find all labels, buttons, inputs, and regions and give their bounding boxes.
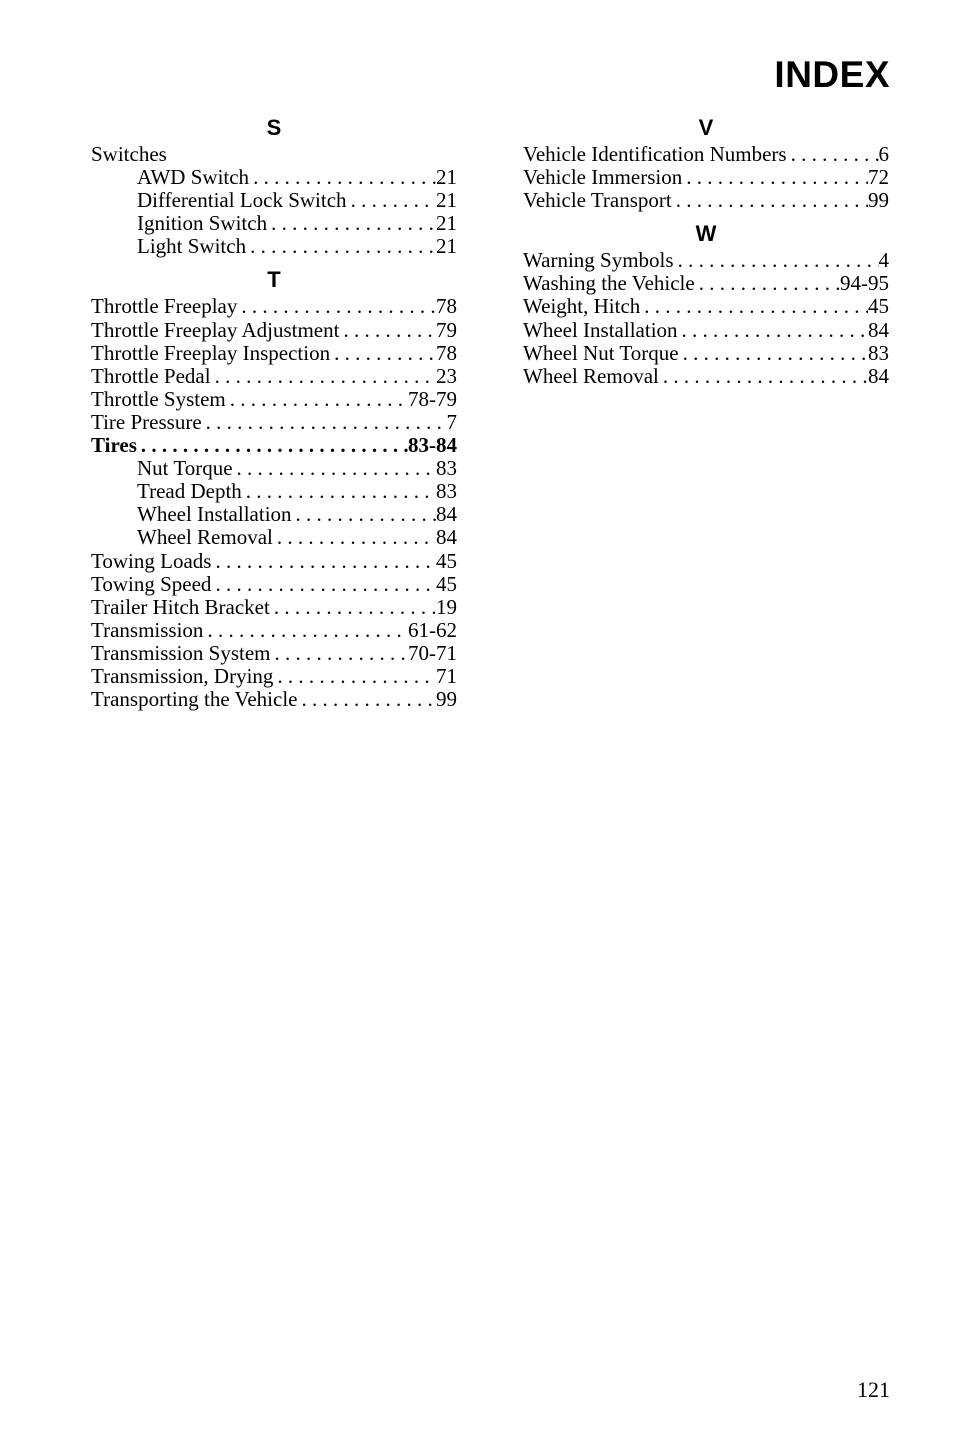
entry-page-ref: 21 (436, 212, 457, 236)
index-entry (523, 272, 889, 295)
dot-leader (672, 189, 868, 212)
entry-label: Wheel Nut Torque (523, 341, 679, 365)
index-section (91, 266, 457, 711)
index-entry (523, 249, 889, 272)
index-entry (91, 319, 457, 342)
entry-page-ref: 83 (436, 480, 457, 504)
entry-label: Transporting the Vehicle (91, 688, 298, 712)
dot-leader (330, 342, 436, 365)
dot-leader (237, 295, 436, 318)
dot-leader (242, 480, 436, 503)
entry-label: Vehicle Transport (523, 189, 672, 213)
index-entry (91, 189, 457, 212)
dot-leader (695, 272, 840, 295)
entry-page-ref: 78 (436, 341, 457, 365)
dot-leader (137, 434, 408, 457)
entry-label: Warning Symbols (523, 249, 674, 273)
index-entry (91, 550, 457, 573)
section-letter: T (267, 267, 281, 293)
entry-label: Tread Depth (137, 480, 242, 504)
index-entry (91, 642, 457, 665)
entry-label: Vehicle Immersion (523, 166, 683, 190)
section-letter: S (266, 115, 282, 140)
entry-page-ref: 21 (436, 166, 457, 190)
index-column-left (91, 114, 457, 711)
entry-label: AWD Switch (137, 166, 250, 190)
dot-leader (271, 642, 408, 665)
entry-label: Tire Pressure (91, 410, 202, 434)
entry-label: Ignition Switch (137, 212, 268, 236)
dot-leader (211, 573, 436, 596)
index-section (523, 114, 889, 212)
index-entry (91, 457, 457, 480)
index-entry (91, 166, 457, 189)
index-entry (91, 388, 457, 411)
index-entry (91, 526, 457, 549)
entry-page-ref: 78 (436, 295, 457, 319)
entry-page-ref: 83-84 (408, 434, 457, 458)
section-letter: V (698, 115, 714, 140)
dot-leader (682, 166, 868, 189)
entry-label: Transmission, Drying (91, 664, 274, 688)
index-entry (523, 189, 889, 212)
entry-page-ref: 84 (436, 503, 457, 527)
entry-label: Differential Lock Switch (137, 189, 347, 213)
dot-leader (246, 235, 436, 258)
index-entry-list (523, 249, 889, 388)
dot-leader (787, 143, 879, 166)
dot-leader (678, 319, 868, 342)
entry-page-ref: 6 (878, 143, 889, 166)
index-entry-list (523, 143, 889, 212)
entry-label: Throttle System (91, 387, 226, 411)
dot-leader (267, 212, 436, 235)
index-entry (91, 411, 457, 434)
dot-leader (297, 688, 436, 711)
entry-page-ref: 83 (868, 341, 889, 365)
entry-label: Switches (91, 143, 167, 166)
dot-leader (273, 665, 436, 688)
index-entry (91, 235, 457, 258)
dot-leader (339, 319, 436, 342)
index-entry (91, 365, 457, 388)
entry-page-ref: 79 (436, 318, 457, 342)
dot-leader (211, 550, 436, 573)
entry-page-ref: 84 (868, 318, 889, 342)
index-section (523, 220, 889, 388)
entry-label: Transmission System (91, 641, 271, 665)
entry-label: Wheel Installation (523, 318, 678, 342)
index-entry (91, 619, 457, 642)
index-entry (91, 480, 457, 503)
dot-leader (273, 526, 436, 549)
index-entry (523, 143, 889, 166)
entry-page-ref: 99 (436, 688, 457, 712)
entry-label: Towing Loads (91, 549, 212, 573)
entry-label: Wheel Removal (137, 526, 273, 550)
page-number: 121 (857, 1377, 890, 1402)
index-entry (523, 166, 889, 189)
index-entry (91, 143, 457, 166)
entry-label: Towing Speed (91, 572, 212, 596)
entry-page-ref: 84 (436, 526, 457, 550)
entry-page-ref: 78-79 (408, 387, 457, 411)
entry-label: Wheel Removal (523, 364, 659, 388)
index-entry (523, 295, 889, 318)
index-entry (91, 665, 457, 688)
dot-leader (202, 411, 447, 434)
dot-leader (270, 596, 436, 619)
entry-page-ref: 71 (436, 664, 457, 688)
entry-page-ref: 45 (436, 549, 457, 573)
entry-label: Tires (91, 434, 137, 458)
entry-page-ref: 4 (878, 249, 889, 273)
entry-page-ref: 70-71 (408, 641, 457, 665)
entry-page-ref: 61-62 (408, 618, 457, 642)
entry-page-ref: 21 (436, 189, 457, 213)
dot-leader (659, 365, 868, 388)
index-entry (523, 365, 889, 388)
dot-leader (674, 249, 879, 272)
index-entry (91, 688, 457, 711)
index-entry (91, 295, 457, 318)
section-letter: W (695, 221, 717, 247)
dot-leader (211, 365, 436, 388)
index-entry-list (91, 143, 457, 258)
dot-leader (679, 342, 868, 365)
entry-page-ref: 45 (436, 572, 457, 596)
entry-page-ref: 72 (868, 166, 889, 190)
entry-label: Throttle Freeplay (91, 295, 238, 319)
dot-leader (292, 503, 436, 526)
entry-page-ref: 19 (436, 595, 457, 619)
entry-label: Throttle Pedal (91, 364, 211, 388)
index-section (91, 114, 457, 258)
entry-page-ref: 45 (868, 295, 889, 319)
entry-page-ref: 83 (436, 457, 457, 481)
index-entry-list (91, 295, 457, 711)
index-entry (91, 596, 457, 619)
entry-label: Throttle Freeplay Inspection (91, 341, 331, 365)
index-entry (523, 342, 889, 365)
dot-leader (347, 189, 436, 212)
index-entry (91, 434, 457, 457)
entry-page-ref: 21 (436, 235, 457, 259)
entry-label: Vehicle Identification Numbers (523, 143, 787, 166)
dot-leader (640, 295, 868, 318)
dot-leader (249, 166, 436, 189)
index-entry (91, 212, 457, 235)
entry-label: Transmission (91, 618, 204, 642)
dot-leader (203, 619, 408, 642)
entry-label: Light Switch (137, 235, 247, 259)
entry-page-ref: 84 (868, 364, 889, 388)
entry-page-ref: 99 (868, 189, 889, 213)
entry-page-ref: 7 (446, 410, 457, 434)
entry-page-ref: 94-95 (840, 272, 889, 296)
page-title: INDEX (774, 54, 890, 95)
entry-label: Washing the Vehicle (523, 272, 695, 296)
entry-label: Wheel Installation (137, 503, 292, 527)
entry-label: Weight, Hitch (523, 295, 641, 319)
index-entry (91, 573, 457, 596)
dot-leader (226, 388, 408, 411)
index-entry (91, 503, 457, 526)
entry-label: Trailer Hitch Bracket (91, 595, 270, 619)
entry-page-ref: 23 (436, 364, 457, 388)
entry-label: Throttle Freeplay Adjustment (91, 318, 340, 342)
index-entry (523, 319, 889, 342)
index-entry (91, 342, 457, 365)
dot-leader (233, 457, 436, 480)
entry-label: Nut Torque (137, 457, 233, 481)
index-column-right (523, 114, 889, 388)
